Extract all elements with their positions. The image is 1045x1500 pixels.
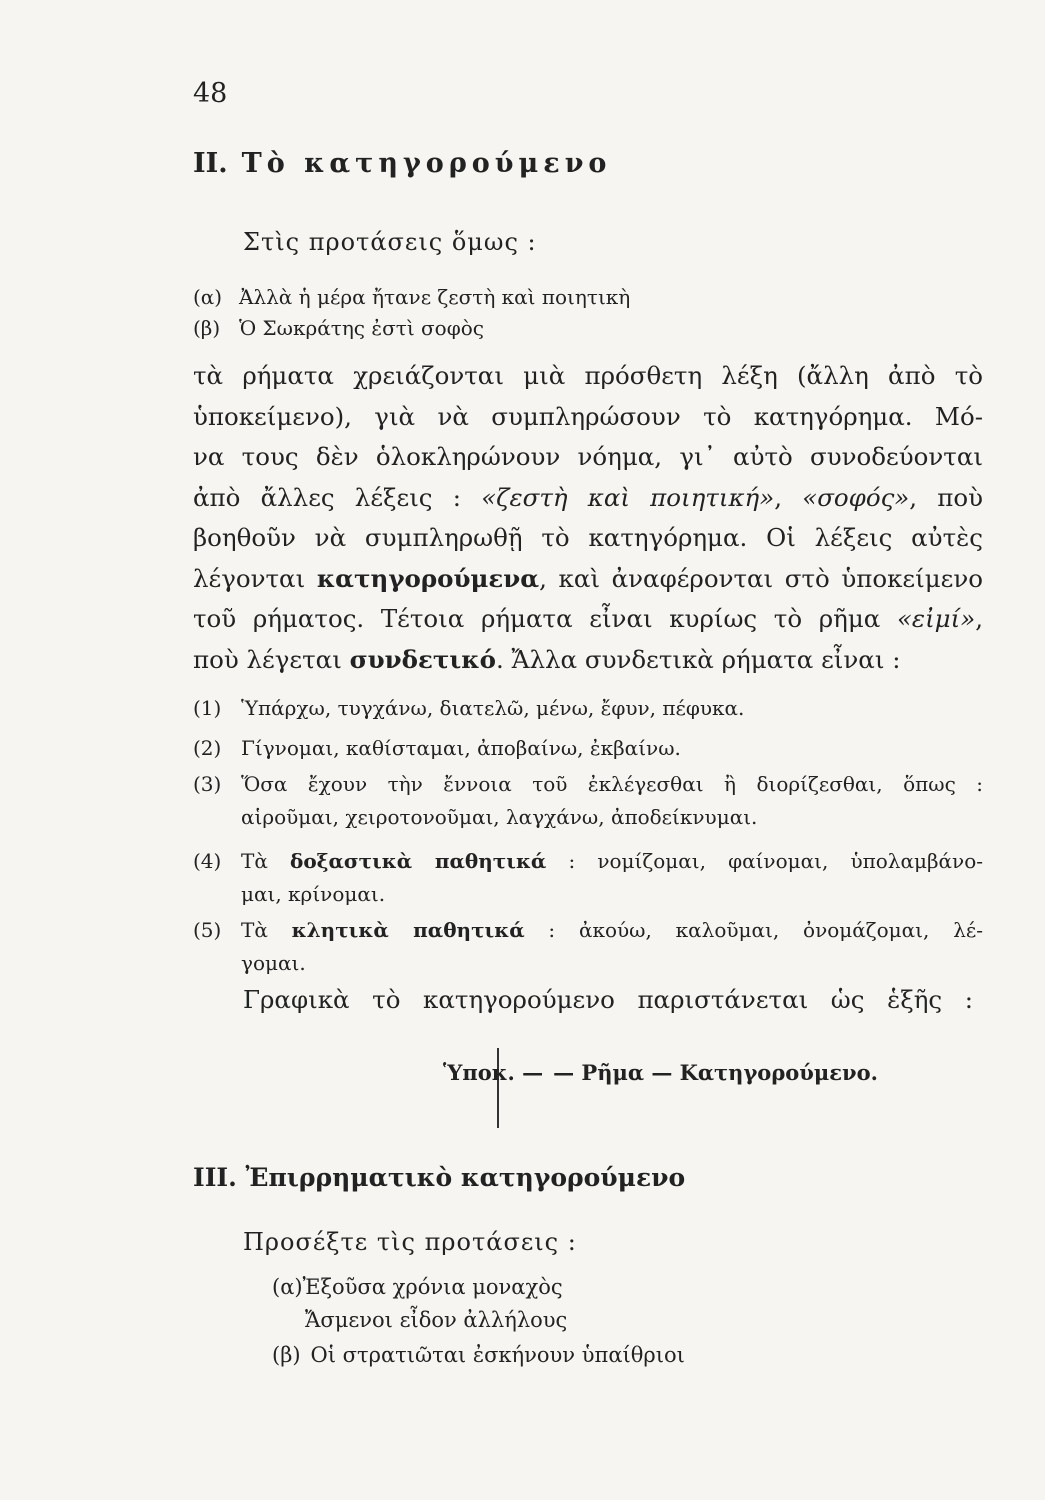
list-item	[193, 768, 983, 834]
quoted-term: «ζεστὴ καὶ ποιητική»	[481, 482, 775, 512]
paragraph-line	[193, 559, 983, 600]
text-run: , καὶ ἀναφέρονται στὸ ὑποκείμενο	[539, 563, 983, 593]
example-text: Ὁ Σωκράτης ἐστὶ σοφὸς	[239, 316, 484, 340]
list-text: Γίγνομαι, καθίσταμαι, ἀποβαίνω, ἐκβαίνω.	[241, 736, 681, 760]
body-paragraph	[193, 356, 983, 680]
diagram-subject: Ὑποκ.	[443, 1060, 515, 1085]
paragraph-line: να τους δὲν ὁλοκληρώνουν νόημα, γι᾽ αὐτὸ συνοδεύονται	[193, 442, 983, 471]
example-label: (α)	[193, 285, 223, 309]
paragraph-line	[193, 599, 983, 640]
list-label: (4)	[193, 849, 222, 873]
text-run: ,	[975, 604, 983, 633]
paragraph-line	[193, 640, 983, 681]
list-text-continued: αἱροῦμαι, χειροτονοῦμαι, λαγχάνω, ἀποδείκνυμαι.	[241, 805, 758, 829]
section-number: II.	[193, 148, 228, 179]
example-label: (β)	[193, 316, 221, 340]
list-text: : ἀκούω, καλοῦμαι, ὀνομάζομαι, λέ-	[524, 918, 983, 942]
text-run: . Ἄλλα συνδετικὰ ρήματα εἶναι :	[495, 644, 901, 674]
bold-term: κατηγορούμενα	[316, 563, 540, 593]
section-title: Τὸ κατηγορούμενο	[241, 148, 612, 179]
list-text: Ὑπάρχω, τυγχάνω, διατελῶ, μένω, ἔφυν, πέφυκα.	[241, 696, 745, 720]
example-a	[272, 1275, 563, 1299]
example-text: Ἀλλὰ ἡ μέρα ἤτανε ζεστὴ καὶ ποιητικὴ	[239, 285, 631, 309]
paragraph-line: ὑποκείμενο), γιὰ νὰ συμπληρώσουν τὸ κατηγόρημα. Μό-	[193, 401, 983, 431]
bold-term: δοξαστικὰ παθητικά	[289, 849, 547, 873]
section-intro: Στὶς προτάσεις ὅμως :	[243, 228, 537, 256]
paragraph-line: βοηθοῦν νὰ συμπληρωθῇ τὸ κατηγόρημα. Οἱ λέξεις αὐτὲς	[193, 523, 983, 552]
example-line: Ἐξοῦσα χρόνια μοναχὸς	[302, 1275, 563, 1299]
graphic-intro: Γραφικὰ τὸ κατηγορούμενο παριστάνεται ὡς ἑξῆς :	[243, 985, 973, 1014]
list-item	[193, 692, 983, 725]
bold-term: κλητικὰ παθητικά	[291, 918, 525, 942]
list-text: : νομίζομαι, φαίνομαι, ὑπολαμβάνο-	[546, 849, 984, 873]
text-run: λέγονται	[193, 563, 306, 593]
example-a	[193, 285, 630, 309]
page-number: 48	[193, 78, 228, 109]
list-text: Ὅσα ἔχουν τὴν ἔννοια τοῦ ἐκλέγεσθαι ἢ διορίζεσθαι, ὅπως :	[241, 772, 983, 796]
list-item	[193, 845, 983, 911]
list-item	[193, 914, 983, 980]
section-intro: Προσέξτε τὶς προτάσεις :	[243, 1228, 577, 1256]
text-run: τοῦ ρήματος. Τέτοια ρήματα εἶναι κυρίως τὸ ρῆμα	[193, 604, 881, 633]
list-item	[193, 732, 983, 765]
example-b	[193, 316, 484, 340]
example-line: Οἱ στρατιῶται ἐσκήνουν ὑπαίθριοι	[310, 1343, 685, 1367]
list-text-continued: μαι, κρίνομαι.	[241, 882, 386, 906]
diagram-dash: —	[522, 1060, 544, 1085]
bold-term: συνδετικό	[349, 644, 496, 674]
example-b	[272, 1343, 685, 1367]
list-label: (5)	[193, 918, 222, 942]
predicate-diagram	[443, 1060, 878, 1085]
example-a-line-2: Ἄσμενοι εἶδον ἀλλήλους	[305, 1308, 568, 1332]
text-run: ἀπὸ ἄλλες λέξεις :	[193, 482, 461, 512]
list-text-continued: γομαι.	[241, 951, 306, 975]
text-run: , ποὺ	[909, 482, 984, 512]
list-label: (1)	[193, 696, 222, 720]
diagram-rest: — Ρῆμα — Κατηγορούμενο.	[553, 1060, 878, 1085]
example-label: (β)	[272, 1343, 301, 1367]
quoted-term: «εἰμί»	[896, 604, 976, 633]
section-heading-3	[193, 1163, 685, 1192]
list-label: (2)	[193, 736, 222, 760]
list-label: (3)	[193, 772, 222, 796]
quoted-term: «σοφός»	[802, 482, 910, 512]
text-run: ,	[774, 482, 782, 512]
list-text: Τὰ	[241, 849, 290, 873]
section-heading-2	[193, 148, 611, 179]
text-run: ποὺ λέγεται	[193, 644, 342, 674]
section-number: III.	[193, 1163, 237, 1192]
section-title: Ἐπιρρηματικὸ κατηγορούμενο	[245, 1163, 686, 1192]
example-label: (α)	[272, 1275, 303, 1299]
paragraph-line	[193, 478, 983, 519]
list-text: Τὰ	[241, 918, 292, 942]
paragraph-line: τὰ ρήματα χρειάζονται μιὰ πρόσθετη λέξη (ἄλλη ἀπὸ τὸ	[193, 361, 983, 390]
